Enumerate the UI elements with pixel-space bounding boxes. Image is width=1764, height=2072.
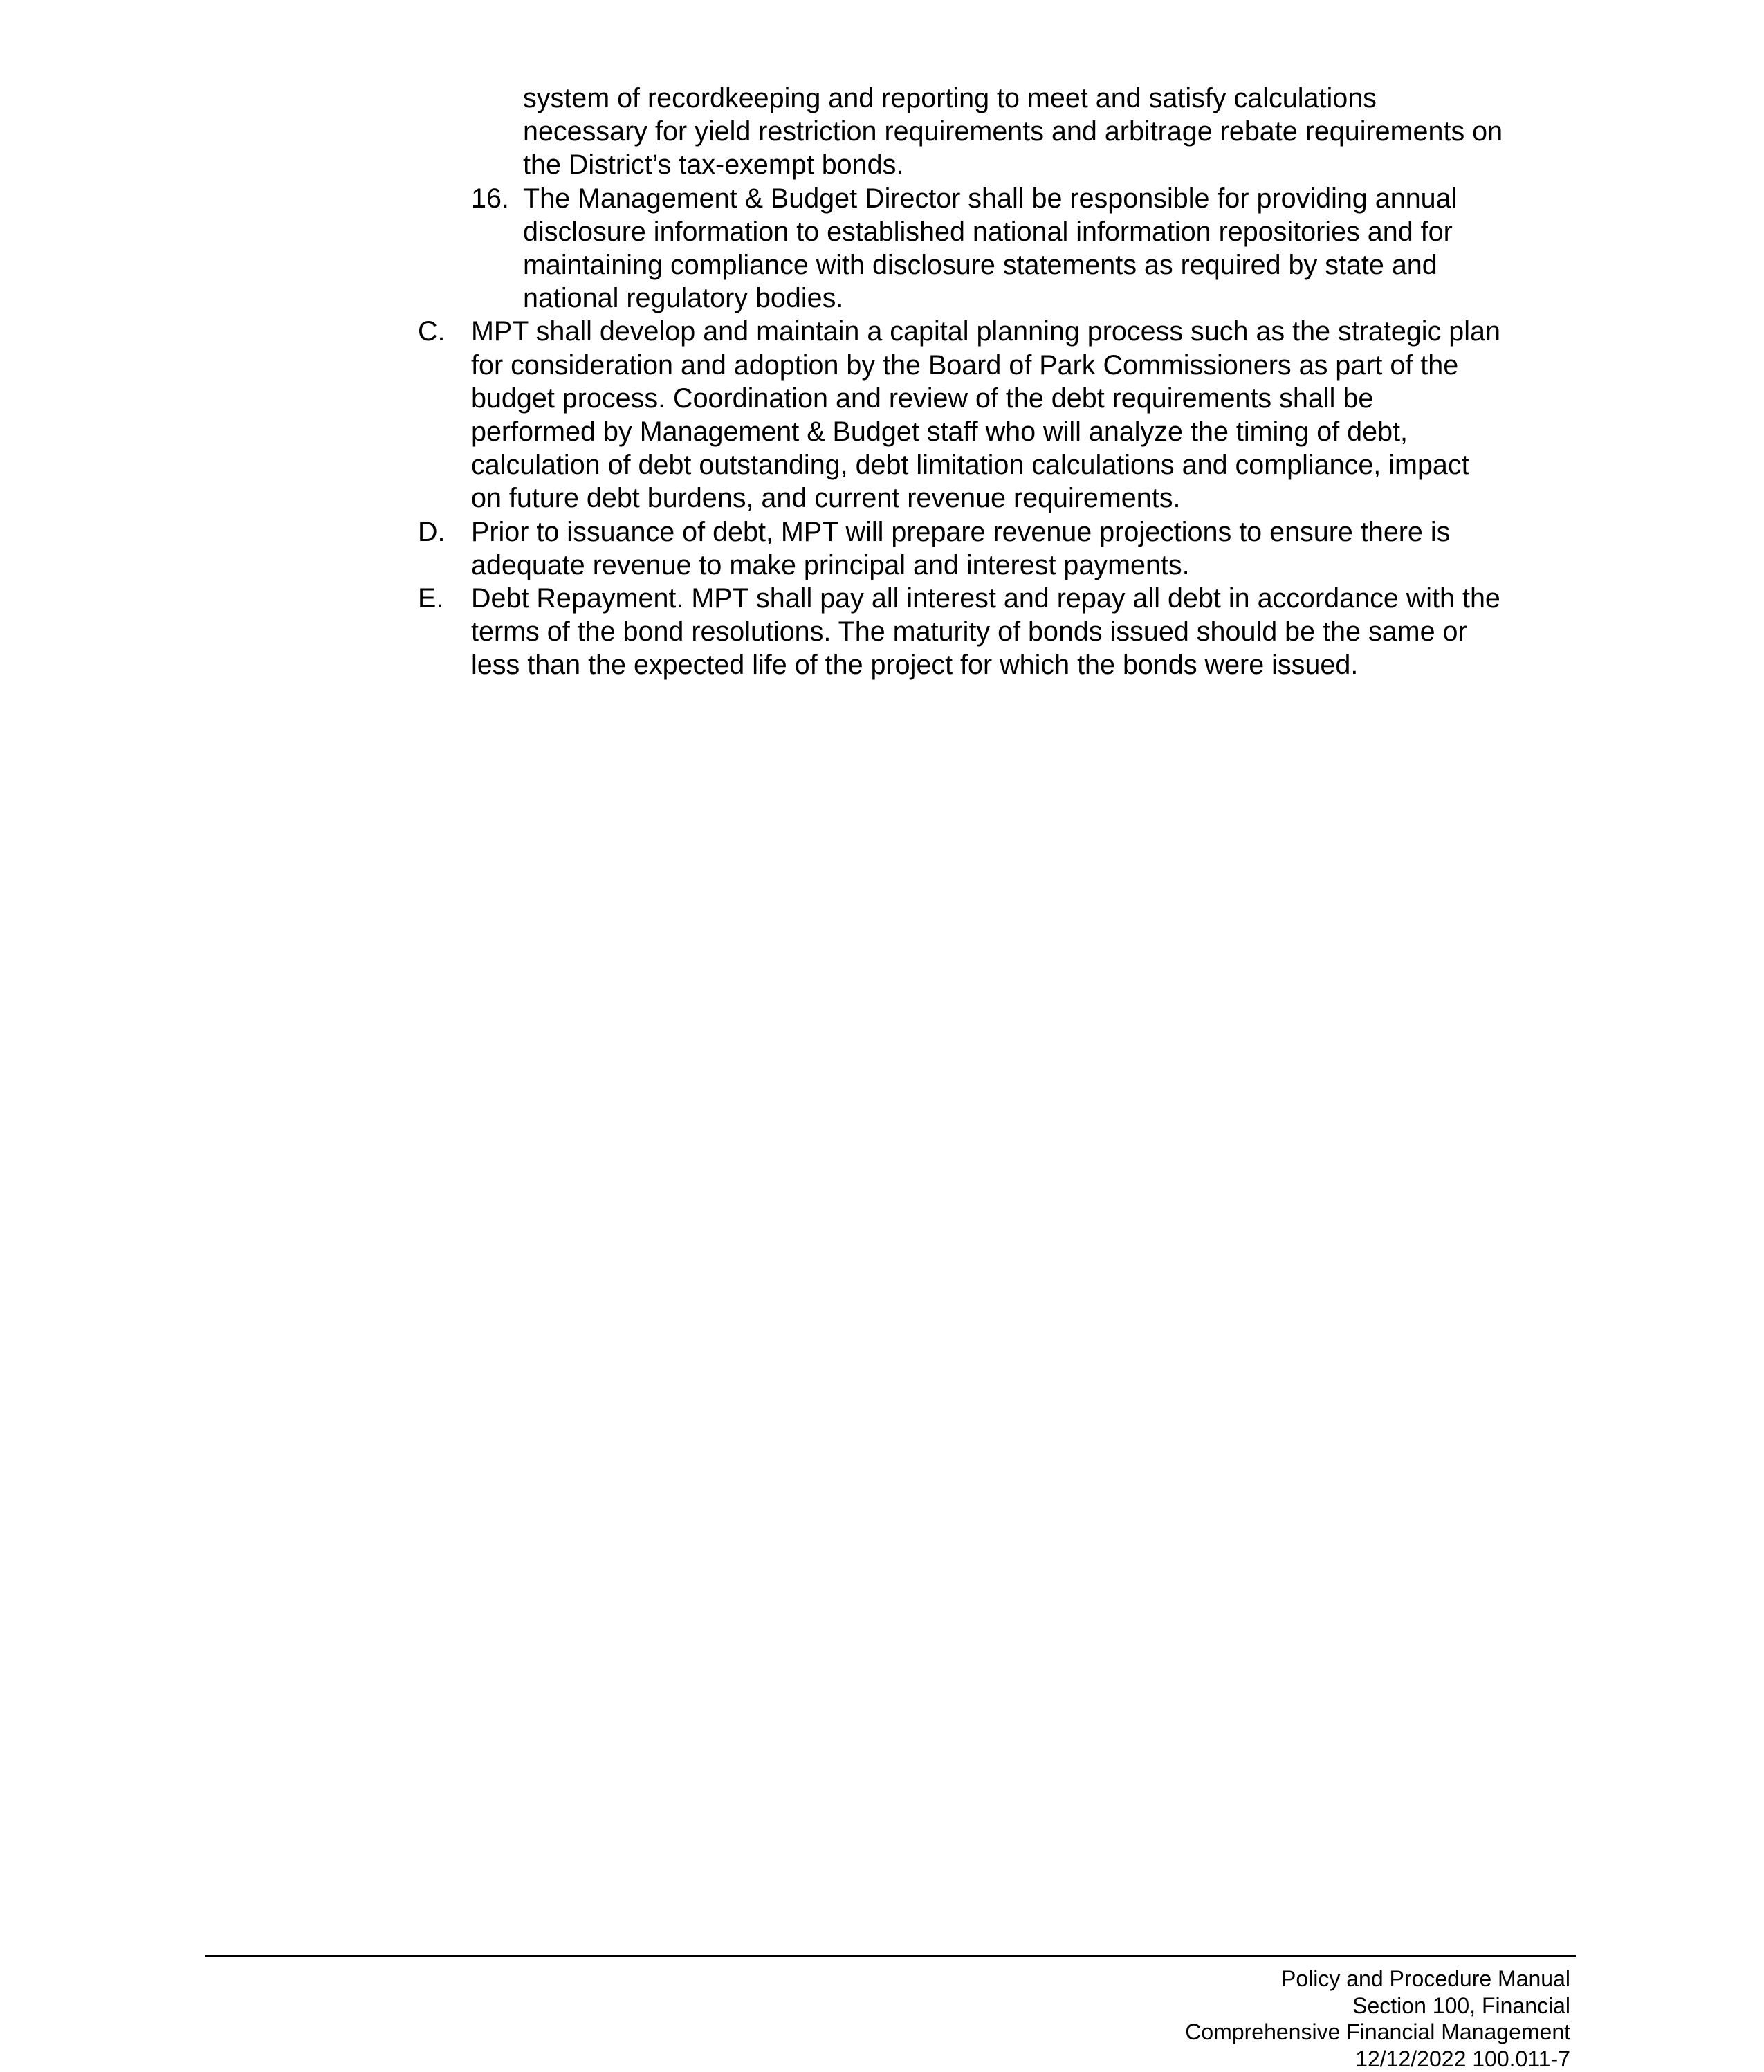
footer-topic: Comprehensive Financial Management (899, 2019, 1570, 2046)
list-marker: 16. (471, 182, 509, 215)
text-line: The Management & Budget Director shall be responsible for providing annual (523, 182, 1764, 215)
text-line: terms of the bond resolutions. The maturity of bonds issued should be the same or (471, 615, 1764, 648)
footer-section: Section 100, Financial (899, 1992, 1570, 2019)
list-item-c (0, 315, 1764, 515)
text-line: for consideration and adoption by the Board of Park Commissioners as part of the (471, 349, 1764, 382)
list-item-e (0, 582, 1764, 682)
text-line: the District’s tax-exempt bonds. (523, 148, 1764, 181)
text-line: adequate revenue to make principal and interest payments. (471, 549, 1764, 582)
list-item-d (0, 515, 1764, 582)
text-line: system of recordkeeping and reporting to meet and satisfy calculations (523, 82, 1764, 115)
continued-item-text (523, 82, 1764, 182)
text-line: on future debt burdens, and current revenue requirements. (471, 482, 1764, 515)
text-line: necessary for yield restriction requirements and arbitrage rebate requirements on (523, 115, 1764, 148)
list-marker: C. (418, 315, 445, 348)
text-line: performed by Management & Budget staff who will analyze the timing of debt, (471, 415, 1764, 448)
text-line: Prior to issuance of debt, MPT will prepare revenue projections to ensure there is (471, 515, 1764, 549)
text-line: maintaining compliance with disclosure statements as required by state and (523, 248, 1764, 282)
text-line: MPT shall develop and maintain a capital planning process such as the strategic plan (471, 315, 1764, 348)
list-marker: D. (418, 515, 445, 549)
text-line: Debt Repayment. MPT shall pay all interest and repay all debt in accordance with the (471, 582, 1764, 615)
page-footer (899, 1965, 1570, 2072)
list-marker: E. (418, 582, 443, 615)
text-line: national regulatory bodies. (523, 282, 1764, 315)
text-line: less than the expected life of the project for which the bonds were issued. (471, 648, 1764, 681)
text-line: disclosure information to established national information repositories and for (523, 215, 1764, 248)
footer-date-page: 12/12/2022 100.011-7 (899, 2046, 1570, 2072)
text-line: calculation of debt outstanding, debt limitation calculations and compliance, impact (471, 448, 1764, 482)
footer-divider (205, 1955, 1576, 1957)
list-item-16 (0, 182, 1764, 315)
text-line: budget process. Coordination and review of the debt requirements shall be (471, 382, 1764, 415)
document-body (0, 82, 1764, 682)
footer-manual-title: Policy and Procedure Manual (899, 1965, 1570, 1992)
